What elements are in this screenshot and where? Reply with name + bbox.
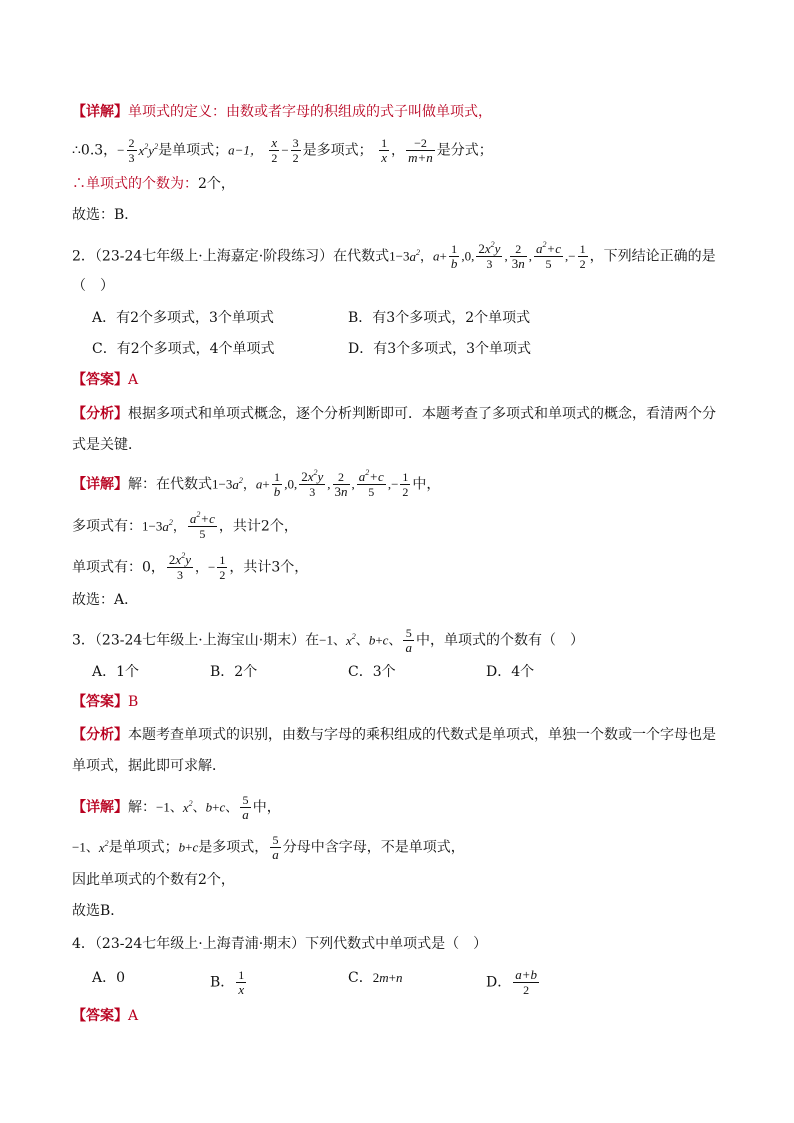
- count-text: ∴单项式的个数为：: [72, 176, 198, 192]
- q3-option-b: B．2个: [210, 664, 258, 680]
- fraction: $\frac{1}{x}$: [381, 136, 388, 165]
- answer-tag: 【答案】: [72, 372, 128, 388]
- poly-prefix: 多项式有：: [72, 518, 142, 535]
- count-value: 2个，: [198, 176, 235, 192]
- analysis-tag: 【分析】: [72, 727, 128, 743]
- poly-expr: a−1，: [228, 142, 263, 158]
- q4-stem: 4．（23-24七年级上·上海青浦·期末）下列代数式中单项式是（ ）: [72, 936, 488, 952]
- fraction: $\frac{2}{3n}$: [334, 470, 348, 499]
- detail-prefix: 解：在代数式: [128, 476, 212, 493]
- q3-detail-line: 【详解】解：−1、$x^2$、b+c、 $\frac{5}{a}$ 中，: [72, 793, 281, 822]
- q1-choose: 故选：B．: [72, 207, 139, 223]
- fraction: $\frac{1}{2}$: [219, 553, 226, 582]
- frac-text: 是分式；: [436, 142, 493, 159]
- answer-value: A: [128, 372, 139, 388]
- detail-tag: 【详解】: [72, 799, 128, 816]
- q3-answer-line: [72, 692, 138, 712]
- q2-answer-line: [72, 370, 138, 390]
- fraction: $\frac{a^2+c}{5}$: [189, 510, 215, 541]
- fraction: $\frac{5}{a}$: [405, 626, 412, 655]
- mono-prefix: 单项式有：0，: [72, 559, 165, 576]
- detail-suffix: 中，: [412, 476, 441, 493]
- analysis-text: 根据多项式和单项式概念，逐个分析判断即可．本题考查了多项式和单项式的概念，看清两个分: [128, 406, 716, 422]
- q1-classification-line: ∴0.3，− $\frac{2}{3}$ $x^2y^2$是单项式；a−1， $\frac{x}{2}$ − $\frac{3}{2}$ 是多项式； $\frac{1}{x}$ ， $\frac{-2}{m+n}$ 是分式；: [72, 135, 493, 165]
- analysis-tag: 【分析】: [72, 406, 128, 422]
- answer-tag: 【答案】: [72, 1008, 128, 1024]
- mono-text: 是单项式；: [158, 142, 229, 159]
- q2-poly-line: 多项式有：$1-3a^2$， $\frac{a^2+c}{5}$ ，共计2个，: [72, 510, 298, 541]
- answer-value: A: [128, 1008, 139, 1024]
- poly-suffix: ，共计2个，: [218, 518, 298, 535]
- q3-analysis-line-1: [72, 725, 716, 745]
- q3-count: 因此单项式的个数有2个，: [72, 872, 235, 888]
- detail-tag: 【详解】: [72, 476, 128, 493]
- fraction: $\frac{1}{2}$: [402, 470, 409, 499]
- q2-option-b: B．有3个多项式，2个单项式: [348, 310, 531, 326]
- q3-stem: 3．（23-24七年级上·上海宝山·期末）在−1、$x^2$、b+c、 $\frac{5}{a}$ 中，单项式的个数有（ ）: [72, 626, 584, 655]
- fraction: $\frac{2x^2y}{3}$: [301, 468, 324, 499]
- fraction: $\frac{a+b}{2}$: [515, 967, 538, 997]
- q3-option-d: D．4个: [486, 664, 535, 680]
- q1-count-line: [72, 174, 235, 194]
- q1-detail-line: [72, 102, 492, 122]
- fraction: $\frac{5}{a}$: [272, 833, 279, 862]
- detail-tag: 【详解】: [72, 104, 128, 120]
- detail-prefix: 解：: [128, 799, 156, 816]
- q4-option-c: C．2m+n: [348, 970, 403, 986]
- q3-option-c: C．3个: [348, 664, 396, 680]
- fraction: $\frac{2}{3}$: [128, 136, 135, 165]
- answer-tag: 【答案】: [72, 694, 128, 710]
- q4-answer-line: [72, 1006, 138, 1026]
- q3-option-a: A．1个: [92, 664, 140, 680]
- fraction: $\frac{2x^2y}{3}$: [478, 240, 501, 271]
- fraction: $\frac{1}{2}$: [579, 242, 586, 271]
- stem-prefix: 2．（23-24七年级上·上海嘉定·阶段练习）在代数式: [72, 248, 390, 265]
- q2-analysis-line-2: 式是关键．: [72, 437, 142, 453]
- q3-classification-line: −1、$x^2$是单项式；b+c是多项式， $\frac{5}{a}$ 分母中含字母，不是单项式，: [72, 833, 465, 862]
- q2-paren: （ ）: [72, 278, 114, 294]
- prefix-text: ∴0.3，: [72, 142, 118, 159]
- analysis-text: 本题考查单项式的识别，由数与字母的乘积组成的代数式是单项式，单独一个数或一个字母也是: [128, 727, 716, 743]
- q4-option-b: [210, 968, 248, 997]
- stem-suffix: ，下列结论正确的是: [589, 248, 716, 265]
- mono-text: 是单项式；: [108, 839, 179, 856]
- fraction: $\frac{2x^2y}{3}$: [168, 551, 191, 582]
- q2-option-d: D．有3个多项式，3个单项式: [348, 341, 532, 357]
- fraction: $\frac{3}{2}$: [292, 136, 299, 165]
- q2-analysis-line-1: [72, 404, 716, 424]
- fraction: $\frac{-2}{m+n}$: [408, 136, 433, 165]
- q3-choose: 故选B．: [72, 903, 125, 919]
- fraction: $\frac{5}{a}$: [242, 793, 249, 822]
- fraction: $\frac{a^2+c}{5}$: [358, 468, 384, 499]
- q2-mono-line: 单项式有：0， $\frac{2x^2y}{3}$ ，− $\frac{1}{2}$ ，共计3个，: [72, 551, 309, 582]
- option-label: D．: [486, 974, 512, 991]
- option-label: C．: [348, 970, 373, 986]
- q4-option-d: [486, 968, 541, 997]
- fraction: $\frac{x}{2}$: [271, 135, 278, 165]
- fraction: $\frac{1}{x}$: [238, 968, 245, 997]
- fraction: $\frac{2}{3n}$: [511, 242, 525, 271]
- mono-suffix: ，共计3个，: [229, 559, 309, 576]
- q2-option-c: C．有2个多项式，4个单项式: [92, 341, 275, 357]
- option-label: B．: [210, 974, 235, 991]
- q2-option-a: A．有2个多项式，3个单项式: [92, 310, 274, 326]
- q3-analysis-line-2: 单项式，据此即可求解．: [72, 758, 226, 774]
- q4-option-a: A．0: [92, 970, 126, 986]
- stem-prefix: 3．（23-24七年级上·上海宝山·期末）在: [72, 632, 320, 649]
- poly-text: 是多项式；: [302, 142, 373, 159]
- q2-choose: 故选：A．: [72, 592, 139, 608]
- detail-suffix: 中，: [252, 799, 281, 816]
- fraction: $\frac{a^2+c}{5}$: [535, 240, 561, 271]
- stem-suffix: 中，单项式的个数有（ ）: [415, 632, 584, 649]
- q2-detail-line: 【详解】解：在代数式$1-3a^2$，a+ $\frac{1}{b}$ ,0, $\frac{2x^2y}{3}$ , $\frac{2}{3n}$ , $\frac{a^2+c}{5}$ ,− $\frac{1}{2}$ 中，: [72, 468, 441, 499]
- fraction: $\frac{1}{b}$: [273, 470, 281, 499]
- poly-text: 是多项式，: [198, 839, 269, 856]
- detail-text: 单项式的定义：由数或者字母的积组成的式子叫做单项式，: [128, 104, 492, 120]
- not-mono-text: 分母中含字母，不是单项式，: [282, 839, 465, 856]
- answer-value: B: [128, 694, 139, 710]
- fraction: $\frac{1}{b}$: [450, 242, 458, 271]
- q2-stem: 2．（23-24七年级上·上海嘉定·阶段练习）在代数式$1-3a^2$，a+ $\frac{1}{b}$ ,0, $\frac{2x^2y}{3}$ , $\frac{2}{3n}$ , $\frac{a^2+c}{5}$ ,− $\frac{1}{2}$ ，下列结论正确的是: [72, 240, 716, 271]
